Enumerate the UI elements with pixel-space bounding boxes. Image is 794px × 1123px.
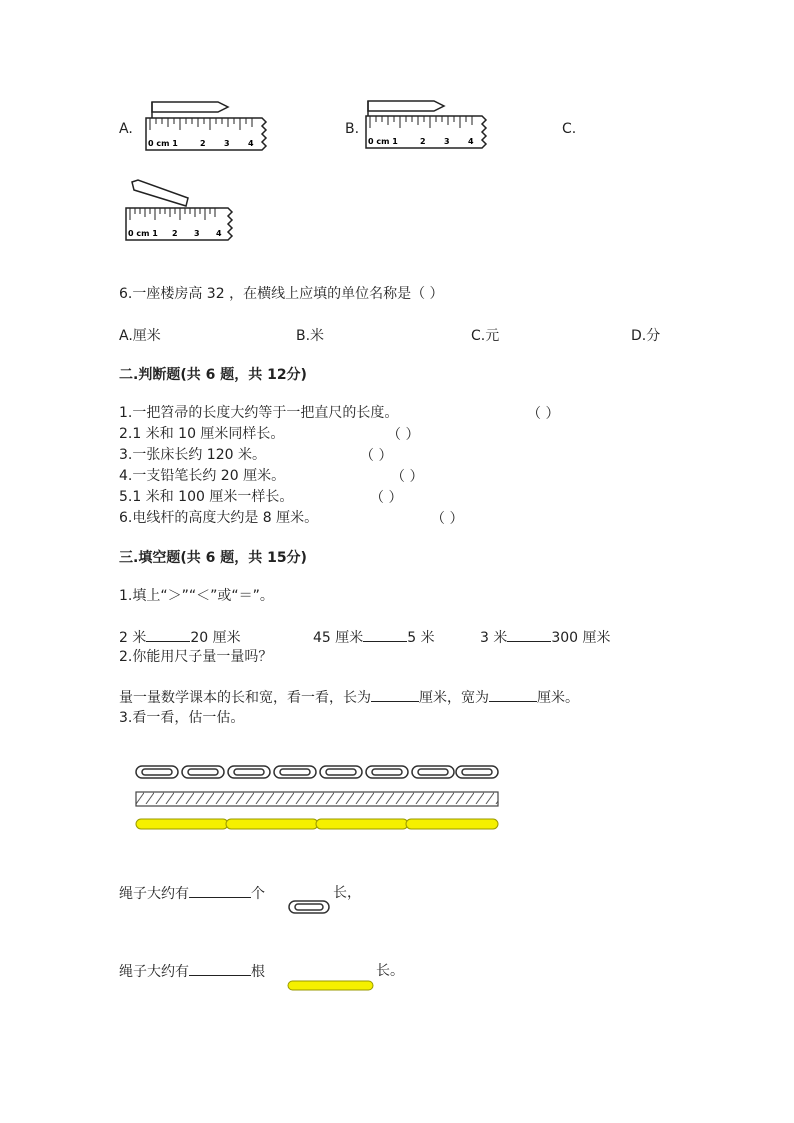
ruler-c-tick-2: 2	[172, 229, 178, 238]
paperclip-icon	[136, 766, 178, 778]
ruler-a-tick-3: 3	[224, 139, 230, 148]
rope-stick-text-a: 绳子大约有	[119, 964, 189, 980]
q2-part-c: 厘米。	[537, 690, 579, 706]
ruler-c-tick-3: 3	[194, 229, 200, 238]
stick-icon	[316, 819, 408, 829]
ruler-a-tick-4: 4	[248, 139, 254, 148]
ruler-b-tick-3: 3	[444, 137, 450, 146]
tf-item-2: 2.1 米和 10 厘米同样长。	[119, 426, 285, 442]
stick-icon	[406, 819, 498, 829]
paperclip-icon	[287, 898, 331, 916]
width-blank[interactable]	[489, 687, 537, 702]
stick-row	[136, 819, 498, 829]
fill-q2-text: 2.你能用尺子量一量吗？	[119, 649, 273, 665]
q6-option-c: C.元	[471, 328, 500, 344]
tf-paren-5[interactable]: （ ）	[370, 490, 403, 506]
q6-option-a: A.厘米	[119, 328, 161, 344]
rope-stick-line	[119, 961, 265, 982]
ruler-option-c	[124, 178, 239, 243]
compare-item-3	[480, 627, 611, 648]
length-blank[interactable]	[371, 687, 419, 702]
tf-paren-6[interactable]: （ ）	[431, 511, 464, 527]
rope-stick-suffix: 长。	[376, 963, 404, 979]
ruler-c-tick-4: 4	[216, 229, 222, 238]
paperclip-icon	[182, 766, 224, 778]
stick-icon	[136, 819, 228, 829]
paperclip-icon	[320, 766, 362, 778]
tf-item-6: 6.电线杆的高度大约是 8 厘米。	[119, 510, 319, 526]
fill-q1-text: 1.填上“＞”“＜”或“＝”。	[119, 588, 274, 604]
tf-item-4: 4.一支铅笔长约 20 厘米。	[119, 468, 286, 484]
ruler-a-tick-0: 0 cm 1	[148, 139, 178, 148]
compare-2-right: 5 米	[407, 630, 435, 646]
paperclip-row	[136, 766, 498, 778]
q6-text: 6.一座楼房高 32 ，在横线上应填的单位名称是（ ）	[119, 286, 444, 302]
ruler-a-tick-2: 2	[200, 139, 206, 148]
rope-bar	[136, 792, 498, 806]
tf-paren-2[interactable]: （ ）	[387, 427, 420, 443]
compare-1-blank[interactable]	[146, 627, 190, 642]
rope-clip-text-a: 绳子大约有	[119, 886, 189, 902]
paperclip-icon	[228, 766, 270, 778]
rope-clip-line	[119, 883, 265, 904]
rope-clip-text-b: 个	[251, 886, 265, 902]
compare-3-right: 300 厘米	[551, 630, 611, 646]
compare-3-left: 3 米	[480, 630, 508, 646]
stick-icon	[287, 979, 375, 993]
tf-paren-4[interactable]: （ ）	[391, 469, 424, 485]
q2-part-a: 量一量数学课本的长和宽，看一看，长为	[119, 690, 371, 706]
q6-option-d: D.分	[631, 328, 661, 344]
tf-item-5: 5.1 米和 100 厘米一样长。	[119, 489, 294, 505]
paperclip-icon	[456, 766, 498, 778]
clip-count-blank[interactable]	[189, 883, 251, 898]
ruler-b-tick-0: 0 cm 1	[368, 137, 398, 146]
compare-item-1	[119, 627, 241, 648]
section3-title: 三.填空题(共 6 题，共 15分)	[119, 550, 307, 566]
ruler-option-a	[144, 100, 274, 155]
paperclip-icon	[366, 766, 408, 778]
paperclip-icon	[412, 766, 454, 778]
stick-count-blank[interactable]	[189, 961, 251, 976]
compare-3-blank[interactable]	[507, 627, 551, 642]
measure-illustration	[134, 762, 502, 834]
ruler-option-b	[364, 98, 494, 153]
compare-2-blank[interactable]	[363, 627, 407, 642]
tf-paren-3[interactable]: （ ）	[360, 448, 393, 464]
rope-stick-text-b: 根	[251, 964, 265, 980]
option-c-label: C.	[562, 121, 577, 137]
ruler-b-tick-4: 4	[468, 137, 474, 146]
option-b-label: B.	[345, 121, 360, 137]
compare-1-right: 20 厘米	[190, 630, 241, 646]
tf-item-3: 3.一张床长约 120 米。	[119, 447, 266, 463]
rope-clip-suffix: 长，	[333, 885, 361, 901]
tf-paren-1[interactable]: （ ）	[527, 406, 560, 422]
option-a-label: A.	[119, 121, 133, 137]
fill-q2-line	[119, 687, 579, 708]
compare-item-2	[313, 627, 435, 648]
compare-1-left: 2 米	[119, 630, 147, 646]
fill-q3-text: 3.看一看，估一估。	[119, 710, 245, 726]
section2-title: 二.判断题(共 6 题，共 12分)	[119, 367, 307, 383]
ruler-b-tick-2: 2	[420, 137, 426, 146]
compare-2-left: 45 厘米	[313, 630, 364, 646]
paperclip-icon	[274, 766, 316, 778]
tf-item-1: 1.一把笤帚的长度大约等于一把直尺的长度。	[119, 405, 399, 421]
q6-option-b: B.米	[296, 328, 325, 344]
stick-icon	[226, 819, 318, 829]
ruler-c-tick-0: 0 cm 1	[128, 229, 158, 238]
q2-part-b: 厘米，宽为	[419, 690, 489, 706]
